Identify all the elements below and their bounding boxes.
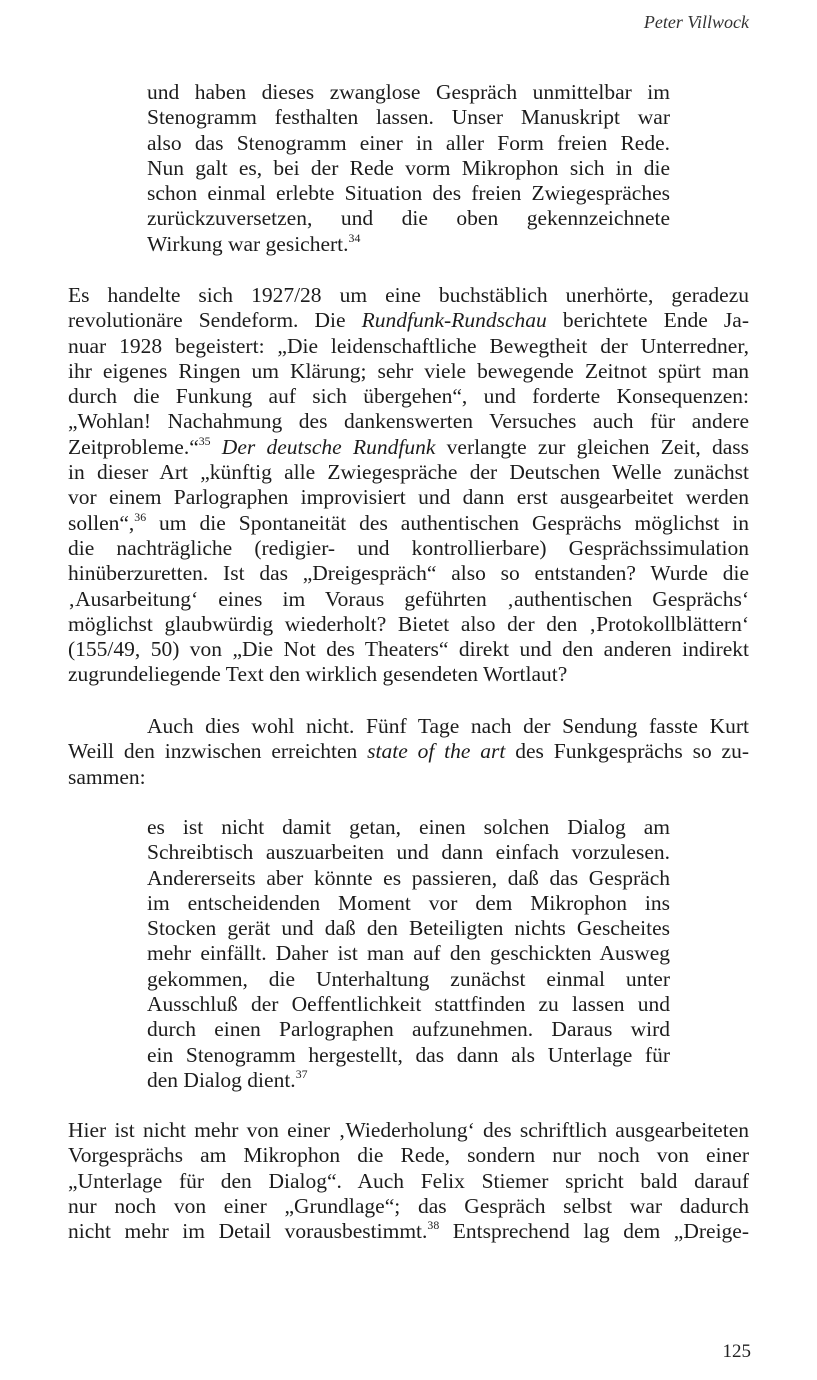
text-line (68, 308, 749, 333)
text-line: möglichst glaubwürdig wiederholt? Bietet also der den ‚Protokollblättern‘ (68, 611, 749, 636)
italic-phrase: state of the art (367, 739, 506, 764)
block-quote-1 (147, 80, 670, 257)
text-line: durch einen Parlographen aufzunehmen. Daraus wird (147, 1017, 670, 1042)
text-line: durch die Funkung auf sich übergehen“, und forderte Konsequenzen: (68, 384, 749, 409)
text-line: Schreibtisch auszuarbeiten und dann einfach vorzulesen. (147, 840, 670, 865)
text-line: zugrundeliegende Text den wirklich gesendeten Wortlaut? (68, 662, 568, 687)
text-line: und haben dieses zwanglose Gespräch unmittelbar im (147, 80, 670, 104)
text-line: ‚Ausarbeitung‘ eines im Voraus geführten ‚authentischen Gesprächs‘ (68, 586, 749, 611)
text-segment: den Dialog dient. (147, 1067, 296, 1092)
text-line: Es handelte sich 1927/28 um eine buchstäblich unerhörte, geradezu (68, 283, 749, 307)
text-line: schon einmal erlebte Situation des freien Zwiegespräches (147, 181, 670, 206)
text-segment: Entsprechend lag dem „Dreige- (439, 1219, 749, 1244)
text-line: Vorgesprächs am Mikrophon die Rede, sondern nur noch von einer (68, 1143, 749, 1168)
footnote-ref-37: 37 (295, 1067, 308, 1082)
text-line: die nachträgliche (redigier- und kontrollierbare) Gesprächssimulation (68, 535, 749, 560)
text-line: zurückzuversetzen, und die oben gekennzeichnete (147, 206, 670, 231)
text-line (147, 232, 670, 257)
text-segment: Zeitprobleme.“ (68, 434, 199, 459)
text-line: also das Stenogramm einer in aller Form freien Rede. (147, 130, 670, 155)
text-line: Hier ist nicht mehr von einer ‚Wiederholung‘ des schriftlich ausgearbeiteten (68, 1118, 749, 1142)
text-line (147, 1068, 670, 1093)
text-line: Nun galt es, bei der Rede vorm Mikrophon sich in die (147, 155, 670, 180)
text-line: nur noch von einer „Grundlage“; das Gespräch selbst war dadurch (68, 1193, 749, 1218)
text-line: Ausschluß der Oeffentlichkeit stattfinden zu lassen und (147, 992, 670, 1017)
footnote-ref-34: 34 (348, 230, 361, 245)
page-number: 125 (722, 1341, 751, 1362)
block-quote-2 (147, 815, 670, 1093)
text-line: (155/49, 50) von „Die Not des Theaters“ direkt und den anderen indirekt (68, 637, 749, 662)
text-line (68, 1219, 749, 1244)
text-segment: des Funkgesprächs so zu- (505, 739, 750, 764)
text-segment: Weill den inzwischen erreichten (68, 739, 368, 764)
text-line: nuar 1928 begeistert: „Die leidenschaftliche Bewegtheit der Unterredner, (68, 333, 749, 358)
text-line: ein Stenogramm hergestellt, das dann als Unterlage für (147, 1042, 670, 1067)
text-line (68, 739, 749, 764)
text-segment: revolutionäre Sendeform. Die (68, 308, 362, 333)
text-segment: verlangte zur gleichen Zeit, dass (435, 434, 749, 459)
text-segment: berichtete Ende Ja- (546, 308, 750, 333)
text-line (68, 511, 749, 536)
text-line: in dieser Art „künftig alle Zwiegespräche der Deutschen Welle zunächst (68, 460, 749, 485)
text-line: Stocken gerät und daß den Beteiligten nichts Gescheites (147, 916, 670, 941)
text-line: Andererseits aber könnte es passieren, daß das Gespräch (147, 865, 670, 890)
text-line: „Unterlage für den Dialog“. Auch Felix Stiemer spricht bald darauf (68, 1168, 749, 1193)
text-line: hinüberzuretten. Ist das „Dreigespräch“ also so entstanden? Wurde die (68, 561, 749, 586)
text-segment: um die Spontaneität des authentischen Gesprächs möglichst in (146, 510, 749, 535)
text-line: „Wohlan! Nachahmung des dankenswerten Versuches auch für andere (68, 409, 749, 434)
text-line: vor einem Parlographen improvisiert und dann erst ausgearbeitet werden (68, 485, 749, 510)
text-line: Auch dies wohl nicht. Fünf Tage nach der Sendung fasste Kurt (147, 714, 749, 738)
running-head: Peter Villwock (643, 12, 749, 32)
text-line: gekommen, die Unterhaltung zunächst einmal unter (147, 966, 670, 991)
text-line: mehr einfällt. Daher ist man auf den geschickten Ausweg (147, 941, 670, 966)
text-line: sammen: (68, 764, 146, 789)
text-line: im entscheidenden Moment vor dem Mikrophon ins (147, 890, 670, 915)
paragraph-3 (68, 1118, 749, 1244)
text-segment: sollen“, (68, 510, 135, 535)
text-line: ihr eigenes Ringen um Klärung; sehr viele bewegende Zeitnot spürt man (68, 358, 749, 383)
italic-title: Rundfunk-Rundschau (361, 308, 547, 333)
text-line: es ist nicht damit getan, einen solchen Dialog am (147, 815, 670, 839)
footnote-ref-36: 36 (134, 509, 147, 524)
paragraph-2 (68, 714, 749, 790)
text-line: Stenogramm festhalten lassen. Unser Manuskript war (147, 105, 670, 130)
italic-title: Der deutsche Rundfunk (210, 434, 436, 459)
paragraph-1 (68, 283, 749, 688)
footnote-ref-35: 35 (198, 433, 211, 448)
text-segment: nicht mehr im Detail vorausbestimmt. (68, 1219, 428, 1244)
text-line (68, 435, 749, 460)
footnote-ref-38: 38 (427, 1218, 440, 1233)
text-segment: Wirkung war gesichert. (147, 231, 349, 256)
